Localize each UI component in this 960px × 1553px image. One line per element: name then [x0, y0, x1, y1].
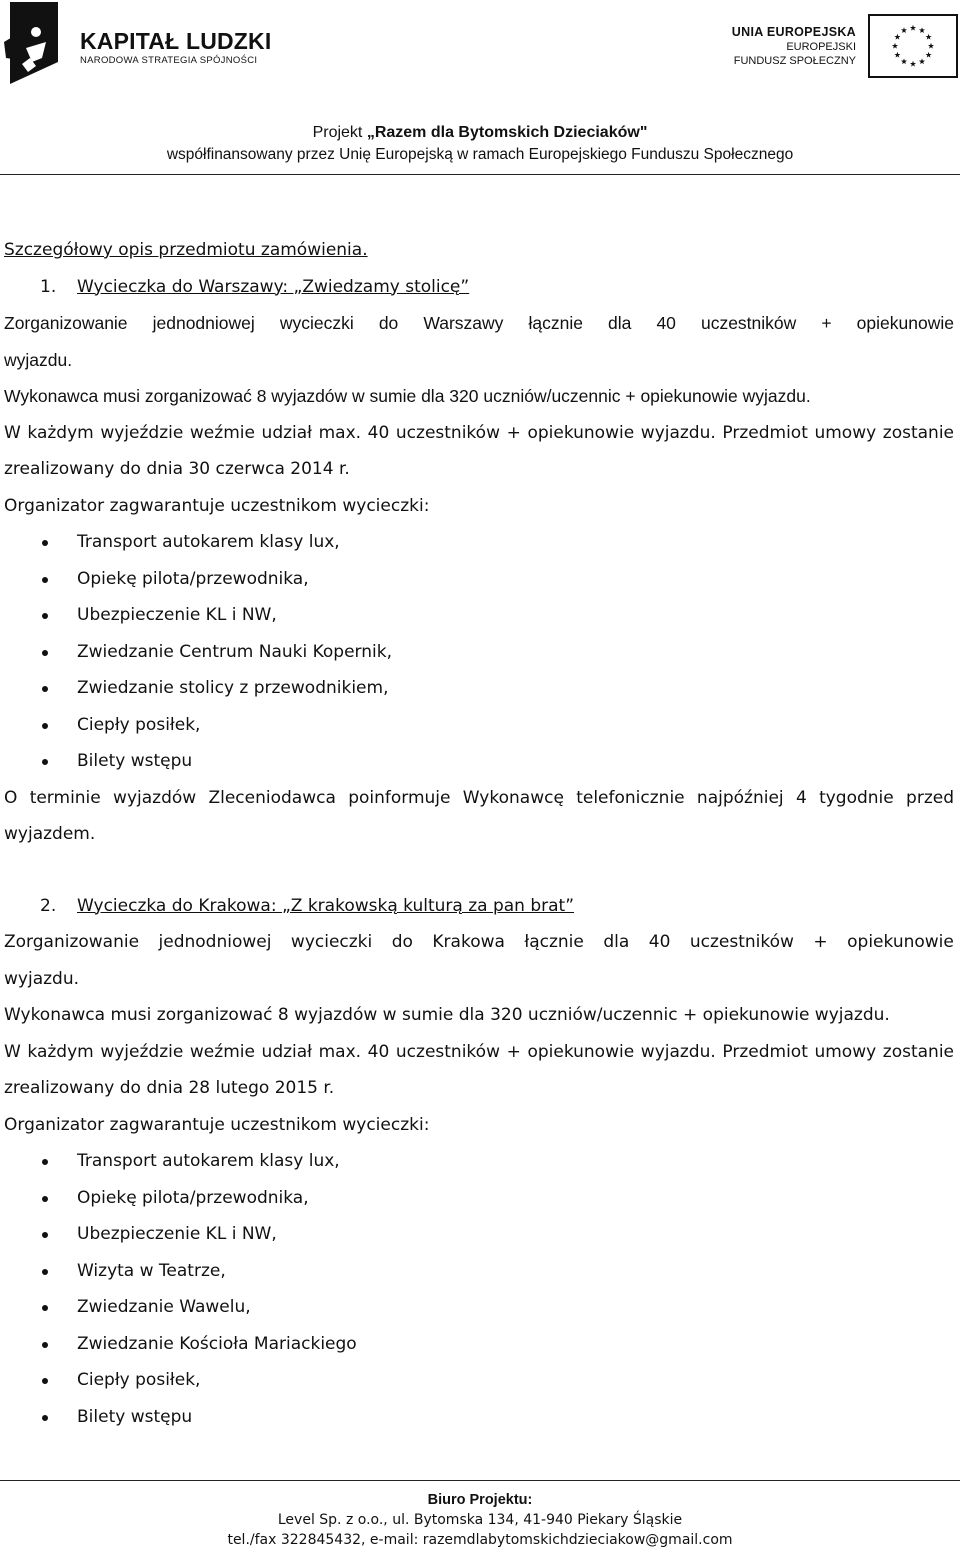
- kapital-ludzki-mark-icon: [2, 2, 62, 84]
- org-word: do: [391, 932, 413, 952]
- list-item: Bilety wstępu: [4, 1399, 954, 1436]
- trip2-guarantee: Organizator zagwarantuje uczestnikom wycieczki:: [4, 1114, 430, 1135]
- eu-star-icon: [910, 25, 916, 31]
- eu-star-icon: [901, 58, 907, 64]
- org-word: dla: [603, 932, 630, 952]
- org-word: Warszawy: [423, 313, 504, 333]
- document-body: [4, 232, 954, 1435]
- list-item: Wizyta w Teatrze,: [4, 1253, 954, 1290]
- list-item: Ubezpieczenie KL i NW,: [4, 597, 954, 634]
- eu-logo-line2: EUROPEJSKI: [786, 41, 856, 53]
- list-item: Bilety wstępu: [4, 743, 954, 780]
- org-word: łącznie: [528, 313, 583, 333]
- org-word: Zorganizowanie: [4, 932, 140, 952]
- list-item: Transport autokarem klasy lux,: [4, 524, 954, 561]
- trip1-participants: W każdym wyjeździe weźmie udział max. 40 uczestników + opiekunowie wyjazdu. Przedmiot umowy zostanie zrealizowany do dnia 30 czerwca 2014 r.: [4, 422, 954, 479]
- org-word: łącznie: [524, 932, 584, 952]
- trip1-guarantee: Organizator zagwarantuje uczestnikom wycieczki:: [4, 495, 430, 516]
- eu-star-icon: [919, 27, 925, 33]
- trip2-organization-end: wyjazdu.: [4, 968, 79, 989]
- header-divider: [0, 174, 960, 175]
- list-item: Zwiedzanie Centrum Nauki Kopernik,: [4, 634, 954, 671]
- list-item: Zwiedzanie Wawelu,: [4, 1289, 954, 1326]
- org-word: opiekunowie: [856, 313, 954, 333]
- trip2-number: 2.: [40, 895, 57, 916]
- org-word: opiekunowie: [847, 932, 954, 952]
- list-item: Zwiedzanie stolicy z przewodnikiem,: [4, 670, 954, 707]
- org-word: do: [378, 313, 399, 333]
- trip2-organization: [4, 924, 954, 961]
- eu-star-icon: [894, 52, 900, 58]
- org-word: 40: [648, 932, 671, 952]
- eu-logo-line3: FUNDUSZ SPOŁECZNY: [733, 55, 856, 67]
- org-word: uczestników: [689, 932, 794, 952]
- list-item: Opiekę pilota/przewodnika,: [4, 1180, 954, 1217]
- org-word: +: [813, 932, 828, 952]
- section-heading: Szczegółowy opis przedmiotu zamówienia.: [4, 240, 368, 260]
- eu-star-icon: [926, 34, 932, 40]
- eu-star-icon: [894, 34, 900, 40]
- list-item: Ubezpieczenie KL i NW,: [4, 1216, 954, 1253]
- org-word: +: [821, 313, 832, 333]
- list-item: Transport autokarem klasy lux,: [4, 1143, 954, 1180]
- project-name: „Razem dla Bytomskich Dzieciaków": [366, 124, 648, 141]
- project-prefix: Projekt: [312, 124, 367, 141]
- trip1-title: Wycieczka do Warszawy: „Zwiedzamy stolicę”: [77, 276, 470, 297]
- org-word: wycieczki: [290, 932, 373, 952]
- eu-star-icon: [901, 27, 907, 33]
- list-item: Opiekę pilota/przewodnika,: [4, 561, 954, 598]
- eu-star-icon: [910, 61, 916, 67]
- eu-logo-text: [730, 24, 856, 68]
- footer-divider: [0, 1480, 960, 1481]
- org-word: jednodniowej: [158, 932, 272, 952]
- trip1-list: [4, 524, 954, 780]
- footer-title: Biuro Projektu:: [427, 1492, 533, 1508]
- kapital-ludzki-logo: [0, 0, 300, 90]
- eu-star-icon: [926, 52, 932, 58]
- list-item: Ciepły posiłek,: [4, 1362, 954, 1399]
- org-word: uczestników: [700, 313, 797, 333]
- trip2-title: Wycieczka do Krakowa: „Z krakowską kulturą za pan brat”: [77, 895, 575, 916]
- org-word: jednodniowej: [152, 313, 255, 333]
- page-footer: [0, 1490, 960, 1550]
- org-word: Zorganizowanie: [4, 313, 128, 333]
- trip2-title-row: [4, 888, 954, 925]
- project-title: [0, 124, 960, 142]
- org-word: wycieczki: [279, 313, 354, 333]
- eu-logo-line1: UNIA EUROPEJSKA: [731, 25, 856, 39]
- trip1-title-row: [4, 269, 954, 306]
- eu-star-icon: [928, 43, 934, 49]
- trip1-organization-end: wyjazdu.: [4, 349, 73, 370]
- trip1-notice: O terminie wyjazdów Zleceniodawca poinformuje Wykonawcę telefonicznie najpóźniej 4 tygodnie przed wyjazdem.: [4, 787, 954, 844]
- trip1-number: 1.: [40, 276, 57, 297]
- kapital-ludzki-subtitle: NARODOWA STRATEGIA SPÓJNOŚCI: [80, 55, 258, 66]
- org-word: Krakowa: [432, 932, 505, 952]
- org-word: 40: [656, 313, 676, 333]
- trip2-list: [4, 1143, 954, 1435]
- eu-flag-icon: [868, 14, 958, 78]
- trip2-participants: W każdym wyjeździe weźmie udział max. 40 uczestników + opiekunowie wyjazdu. Przedmiot umowy zostanie zrealizowany do dnia 28 lutego 2015 r.: [4, 1041, 954, 1098]
- footer-contact: tel./fax 322845432, e-mail: razemdlabytomskichdzieciakow@gmail.com: [227, 1532, 733, 1548]
- eu-logo: [730, 14, 960, 84]
- trip2-contractor: Wykonawca musi zorganizować 8 wyjazdów w sumie dla 320 uczniów/uczennic + opiekunowie wyjazdu.: [4, 1005, 890, 1025]
- list-item: Zwiedzanie Kościoła Mariackiego: [4, 1326, 954, 1363]
- kapital-ludzki-title: KAPITAŁ LUDZKI: [80, 28, 272, 54]
- trip1-organization: [4, 305, 954, 342]
- eu-star-icon: [892, 43, 898, 49]
- project-cofinancing: współfinansowany przez Unię Europejską w ramach Europejskiego Funduszu Społecznego: [166, 146, 794, 163]
- section-gap: [4, 853, 954, 888]
- org-word: dla: [608, 313, 632, 333]
- trip1-contractor: Wykonawca musi zorganizować 8 wyjazdów w sumie dla 320 uczniów/uczennic + opiekunowie wyjazdu.: [4, 386, 811, 406]
- footer-address: Level Sp. z o.o., ul. Bytomska 134, 41-940 Piekary Śląskie: [277, 1512, 683, 1528]
- page-header: [0, 0, 960, 175]
- eu-star-icon: [919, 58, 925, 64]
- list-item: Ciepły posiłek,: [4, 707, 954, 744]
